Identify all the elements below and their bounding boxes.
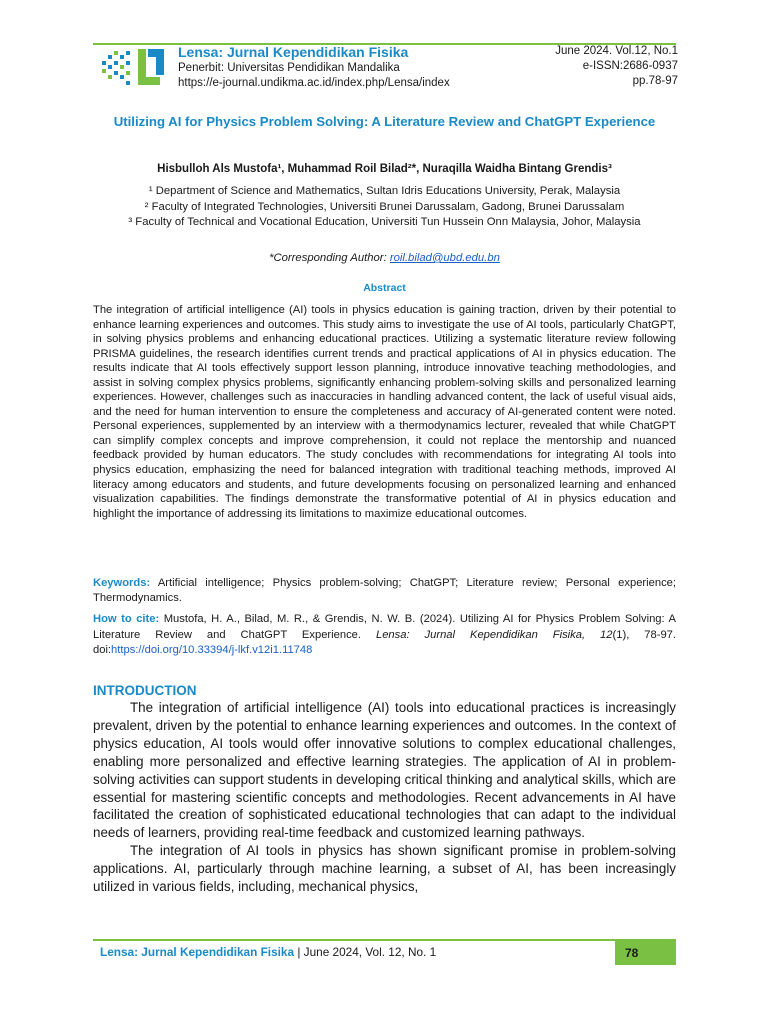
introduction-body — [93, 699, 676, 896]
keywords-label: Keywords: — [93, 577, 151, 589]
publisher: Penerbit: Universitas Pendidikan Mandalika — [178, 62, 400, 74]
eissn: e-ISSN:2686-0937 — [582, 60, 678, 72]
footer-citation — [100, 945, 436, 960]
page-number: 78 — [615, 941, 676, 965]
paper-title: Utilizing AI for Physics Problem Solving: A Literature Review and ChatGPT Experience — [113, 114, 656, 129]
footer-issue: | June 2024, Vol. 12, No. 1 — [294, 945, 437, 959]
issue-date: June 2024. Vol.12, No.1 — [555, 45, 678, 57]
keywords — [93, 576, 676, 605]
abstract-text: The integration of artificial intelligence (AI) tools in physics education is gaining traction, driven by their potential to enhance learning experiences and outcomes. This study aims to investigate the use of AI tools, particularly ChatGPT, in solving physics problems and enhancing educational practices. Utilizing a systematic literature review following PRISMA guidelines, the research identifies current trends and practical applications of AI in physics education. The results indicate that AI tools effectively support lesson planning, introduce innovative teaching methodologies, and assist in solving complex physics problems, significantly enhancing problem-solving skills and personalized learning experiences. However, challenges such as inaccuracies in handling advanced content, the lack of useful visual aids, and the need for human intervention to ensure the completeness and accuracy of AI-generated content were noted. Personal experiences, supplemented by an interview with a thermodynamics lecturer, revealed that while ChatGPT can simplify complex concepts and improve comprehension, it could not replace the mentorship and nuanced feedback provided by human educators. The study concludes with recommendations for integrating AI tools into physics education, emphasizing the need for balanced integration with traditional teaching methods, improved AI literacy among educators and students, and future developments focusing on personalized learning and enhanced visualization capabilities. The findings demonstrate the transformative potential of AI in physics education and highlight the importance of addressing its limitations to maximize educational outcomes. — [93, 304, 676, 520]
journal-url[interactable]: https://e-journal.undikma.ac.id/index.php/Lensa/index — [178, 77, 450, 89]
footer-journal: Lensa: Jurnal Kependidikan Fisika — [100, 945, 295, 959]
affiliation-3: ³ Faculty of Technical and Vocational Education, Universiti Tun Hussein Onn Malaysia, Johor, Malaysia — [128, 216, 641, 228]
issue-info — [555, 44, 678, 89]
journal-info — [178, 44, 450, 91]
footer-rule — [93, 939, 676, 941]
abstract-heading: Abstract — [363, 282, 406, 294]
citation-issue: (1), 78-97. doi: — [93, 628, 676, 656]
affiliations — [93, 184, 676, 231]
affiliation-2: ² Faculty of Integrated Technologies, Universiti Brunei Darussalam, Gadong, Brunei Darussalam — [144, 200, 625, 213]
how-to-cite — [93, 612, 676, 659]
corresponding-author — [93, 251, 676, 266]
journal-logo-icon — [98, 47, 168, 87]
introduction-heading: INTRODUCTION — [93, 683, 197, 698]
journal-title: Lensa: Jurnal Kependidikan Fisika — [178, 44, 409, 60]
citation-text: Mustofa, H. A., Bilad, M. R., & Grendis, N. W. B. (2024). Utilizing AI for Physics Problem Solving: A Literature Review and ChatGPT Experience. — [93, 613, 676, 641]
page-range: pp.78-97 — [632, 75, 678, 87]
corresponding-label: *Corresponding Author: — [269, 252, 390, 264]
intro-paragraph-2: The integration of AI tools in physics has shown significant promise in problem-solving applications. AI, particularly through machine learning, a subset of AI, has been increasingly utilized in various fields, including, mechanical physics, — [93, 843, 676, 895]
doi-link[interactable]: https://doi.org/10.33394/j-lkf.v12i1.11748 — [111, 644, 313, 656]
keywords-text: Artificial intelligence; Physics problem-solving; ChatGPT; Literature review; Personal experience; Thermodynamics. — [93, 577, 676, 604]
how-to-cite-label: How to cite: — [93, 613, 160, 625]
author-list: Hisbulloh Als Mustofa¹, Muhammad Roil Bilad²*, Nuraqilla Waidha Bintang Grendis³ — [157, 163, 612, 175]
intro-paragraph-1: The integration of artificial intelligence (AI) tools into educational practices is increasingly prevalent, driven by the potential to enhance learning experiences and outcomes. In the context of physics education, AI tools would offer innovative solutions to complex educational challenges, enabling more personalized and effective learning strategies. The application of AI in problem-solving activities can support students in developing critical thinking and analytical skills, which are essential for mastering scientific concepts and methodologies. Recent advancements in AI have facilitated the creation of sophisticated educational technologies that can adapt to the individual needs of learners, providing real-time feedback and customized learning pathways. — [93, 700, 676, 841]
affiliation-1: ¹ Department of Science and Mathematics, Sultan Idris Educations University, Perak, Malaysia — [148, 185, 621, 197]
corresponding-email-link[interactable]: roil.bilad@ubd.edu.bn — [389, 252, 500, 264]
citation-journal: Lensa: Jurnal Kependidikan Fisika, 12 — [375, 628, 613, 641]
